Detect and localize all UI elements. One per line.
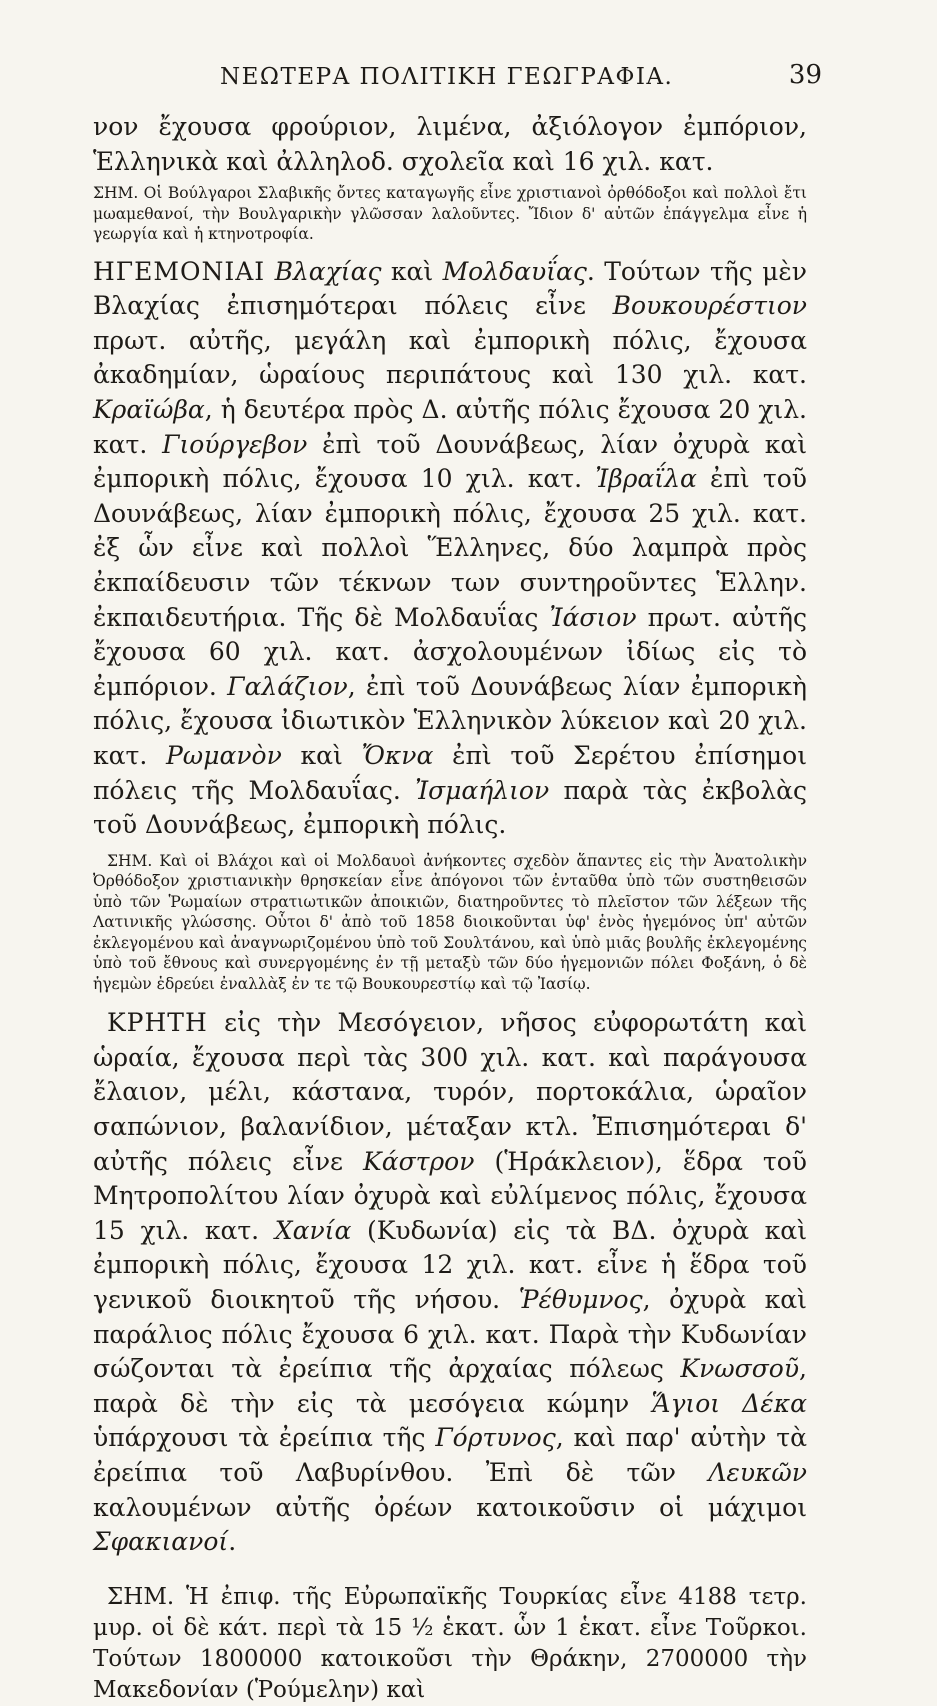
section-heading-crete: ΚΡΗΤΗ [107,1008,208,1038]
paragraph-bulgaria-end: νον ἔχουσα φρούριον, λιμένα, ἀξιόλογον ἐμπόριον, Ἑλληνικὰ καὶ ἀλληλοδ. σχολεῖα καὶ 16 χιλ. κατ. [93,112,807,176]
page-header [0,60,937,100]
place-name: Λευκῶν [708,1458,807,1487]
note-european-turkey: ΣΗΜ. Ἡ ἐπιφ. τῆς Εὐρωπαϊκῆς Τουρκίας εἶνε 4188 τετρ. μυρ. οἱ δὲ κάτ. περὶ τὰ 15 ½ ἑκατ. ὧν 1 ἑκατ. εἶνε Τοῦρκοι. Τούτων 1800000 κατοικοῦσι τὴν Θράκην, 2700000 τὴν Μακεδονίαν (Ῥούμελην) καὶ [93,1583,807,1703]
running-title: ΝΕΩΤΕΡΑ ΠΟΛΙΤΙΚΗ ΓΕΩΓΡΑΦΙΑ. [220,64,674,90]
place-name: Κάστρον [363,1146,475,1176]
place-name: Ἰάσιον [549,602,637,632]
place-name: Ῥέθυμνος [518,1285,643,1315]
body-text [93,110,807,1706]
paragraph-crete: ΚΡΗΤΗ εἰς τὴν Μεσόγειον, νῆσος εὐφορωτάτη καὶ ὡραία, ἔχουσα περὶ τὰς 300 χιλ. κατ. καὶ παράγουσα ἔλαιον, μέλι, κάστανα, τυρόν, πορτοκάλια, ὡραῖον σαπώνιον, βαλανίδιον, μέταξαν κτλ. Ἐπισημότεραι δ' αὐτῆς πόλεις εἶνε Κάστρον (Ἡράκλειον), ἕδρα τοῦ Μητροπολίτου λίαν ὀχυρὰ καὶ εὐλίμενος πόλις, ἔχουσα 15 χιλ. κατ. Χανία (Κυδωνία) εἰς τὰ ΒΔ. ὀχυρὰ καὶ ἐμπορικὴ πόλις, ἔχουσα 12 χιλ. κατ. εἶνε ἡ ἕδρα τοῦ γενικοῦ διοικητοῦ τῆς νήσου. Ῥέθυμνος, ὀχυρὰ καὶ παράλιος πόλις ἔχουσα 6 χιλ. κατ. Παρὰ τὴν Κυδωνίαν σώζονται τὰ ἐρείπια τῆς ἀρχαίας πόλεως Κνωσσοῦ, παρὰ δὲ τὴν εἰς τὰ μεσόγεια κώμην Ἅγιοι Δέκα ὑπάρχουσι τὰ ἐρείπια τῆς Γόρτυνος, καὶ παρ' αὐτὴν τὰ ἐρείπια τοῦ Λαβυρίνθου. Ἐπὶ δὲ τῶν Λευκῶν καλουμένων αὐτῆς ὀρέων κατοικοῦσιν οἱ μάχιμοι Σφακιανοί. [93,1008,807,1557]
section-heading-principalities: ΗΓΕΜΟΝΙΑΙ [93,256,266,286]
place-name: Σφακιανοί [93,1527,229,1557]
place-name: Μολδαυΐας [442,256,587,286]
place-name: Γιούργεβον [162,429,308,459]
note-bulgarians: ΣΗΜ. Οἱ Βούλγαροι Σλαβικῆς ὄντες καταγωγῆς εἶνε χριστιανοὶ ὀρθόδοξοι καὶ πολλοὶ ἔτι μωαμεθανοί, τὴν Βουλγαρικὴν γλῶσσαν λαλοῦντες. Ἴδιον δ' αὐτῶν ἐπάγγελμα εἶνε ἡ γεωργία καὶ ἡ κτηνοτροφία. [93,184,807,244]
place-name: Γόρτυνος [435,1423,556,1453]
place-name: Βουκουρέστιον [612,291,807,321]
place-name: Κνωσσοῦ [680,1354,800,1384]
place-name: Χανία [274,1215,352,1245]
place-name: Ἰβραΐλα [595,464,697,494]
place-name: Ἰσμαήλιον [415,775,550,805]
place-name: Κραϊώβα [93,395,205,425]
place-name: Βλαχίας [274,256,382,286]
place-name: Γαλάζιον [227,671,348,701]
paragraph-principalities: ΗΓΕΜΟΝΙΑΙ Βλαχίας καὶ Μολδαυΐας. Τούτων τῆς μὲν Βλαχίας ἐπισημότεραι πόλεις εἶνε Βουκουρέστιον πρωτ. αὐτῆς, μεγάλη καὶ ἐμπορικὴ πόλις, ἔχουσα ἀκαδημίαν, ὡραίους περιπάτους καὶ 130 χιλ. κατ. Κραϊώβα, ἡ δευτέρα πρὸς Δ. αὐτῆς πόλις ἔχουσα 20 χιλ. κατ. Γιούργεβον ἐπὶ τοῦ Δουνάβεως, λίαν ὀχυρὰ καὶ ἐμπορικὴ πόλις, ἔχουσα 10 χιλ. κατ. Ἰβραΐλα ἐπὶ τοῦ Δουνάβεως, λίαν ἐμπορικὴ πόλις, ἔχουσα 25 χιλ. κατ. ἐξ ὧν εἶνε καὶ πολλοὶ Ἕλληνες, δύο λαμπρὰ πρὸς ἐκπαίδευσιν τῶν τέκνων των συντηροῦντες Ἑλλην. ἐκπαιδευτήρια. Τῆς δὲ Μολδαυΐας Ἰάσιον πρωτ. αὐτῆς ἔχουσα 60 χιλ. κατ. ἀσχολουμένων ἰδίως εἰς τὸ ἐμπόριον. Γαλάζιον, ἐπὶ τοῦ Δουνάβεως λίαν ἐμπορικὴ πόλις, ἔχουσα ἰδιωτικὸν Ἑλληνικὸν λύκειον καὶ 20 χιλ. κατ. Ρωμανὸν καὶ Ὄκνα ἐπὶ τοῦ Σερέτου ἐπίσημοι πόλεις τῆς Μολδαυΐας. Ἰσμαήλιον παρὰ τὰς ἐκβολὰς τοῦ Δουνάβεως, ἐμπορικὴ πόλις. [93,256,808,840]
note-vlachs-moldavians: ΣΗΜ. Καὶ οἱ Βλάχοι καὶ οἱ Μολδαυοὶ ἀνήκοντες σχεδὸν ἅπαντες εἰς τὴν Ἀνατολικὴν Ὀρθόδοξον χριστιανικὴν θρησκείαν εἶνε ἀπόγονοι τῶν ἐνταῦθα ὑπὸ τῶν συστηθεισῶν ὑπὸ τῶν Ῥωμαίων στρατιωτικῶν ἀποικιῶν, διατηροῦντες τὸ πλεῖστον τῶν λέξεων τῆς Λατινικῆς γλώσσης. Οὗτοι δ' ἀπὸ τοῦ 1858 διοικοῦνται ὑφ' ἑνὸς ἡγεμόνος ὑπ' αὐτῶν ἐκλεγομένου καὶ ἀναγνωριζομένου ὑπὸ τοῦ Σουλτάνου, καὶ ὑπὸ μιᾶς βουλῆς ἐκλεγομένης ὑπὸ τοῦ ἔθνους καὶ συνεργομένης ἐν τῇ μεταξὺ τῶν δύο ἡγεμονιῶν πόλει Φοξάνη, ὁ δὲ ἡγεμὼν ἑδρεύει ἐναλλὰξ ἐν τε τῷ Βουκουρεστίῳ καὶ τῷ Ἰασίῳ. [93,851,807,993]
place-name: Ἅγιοι Δέκα [651,1388,807,1418]
place-name: Ὄκνα [361,741,434,770]
place-name: Ρωμανὸν [165,741,282,770]
page-number: 39 [788,60,822,90]
